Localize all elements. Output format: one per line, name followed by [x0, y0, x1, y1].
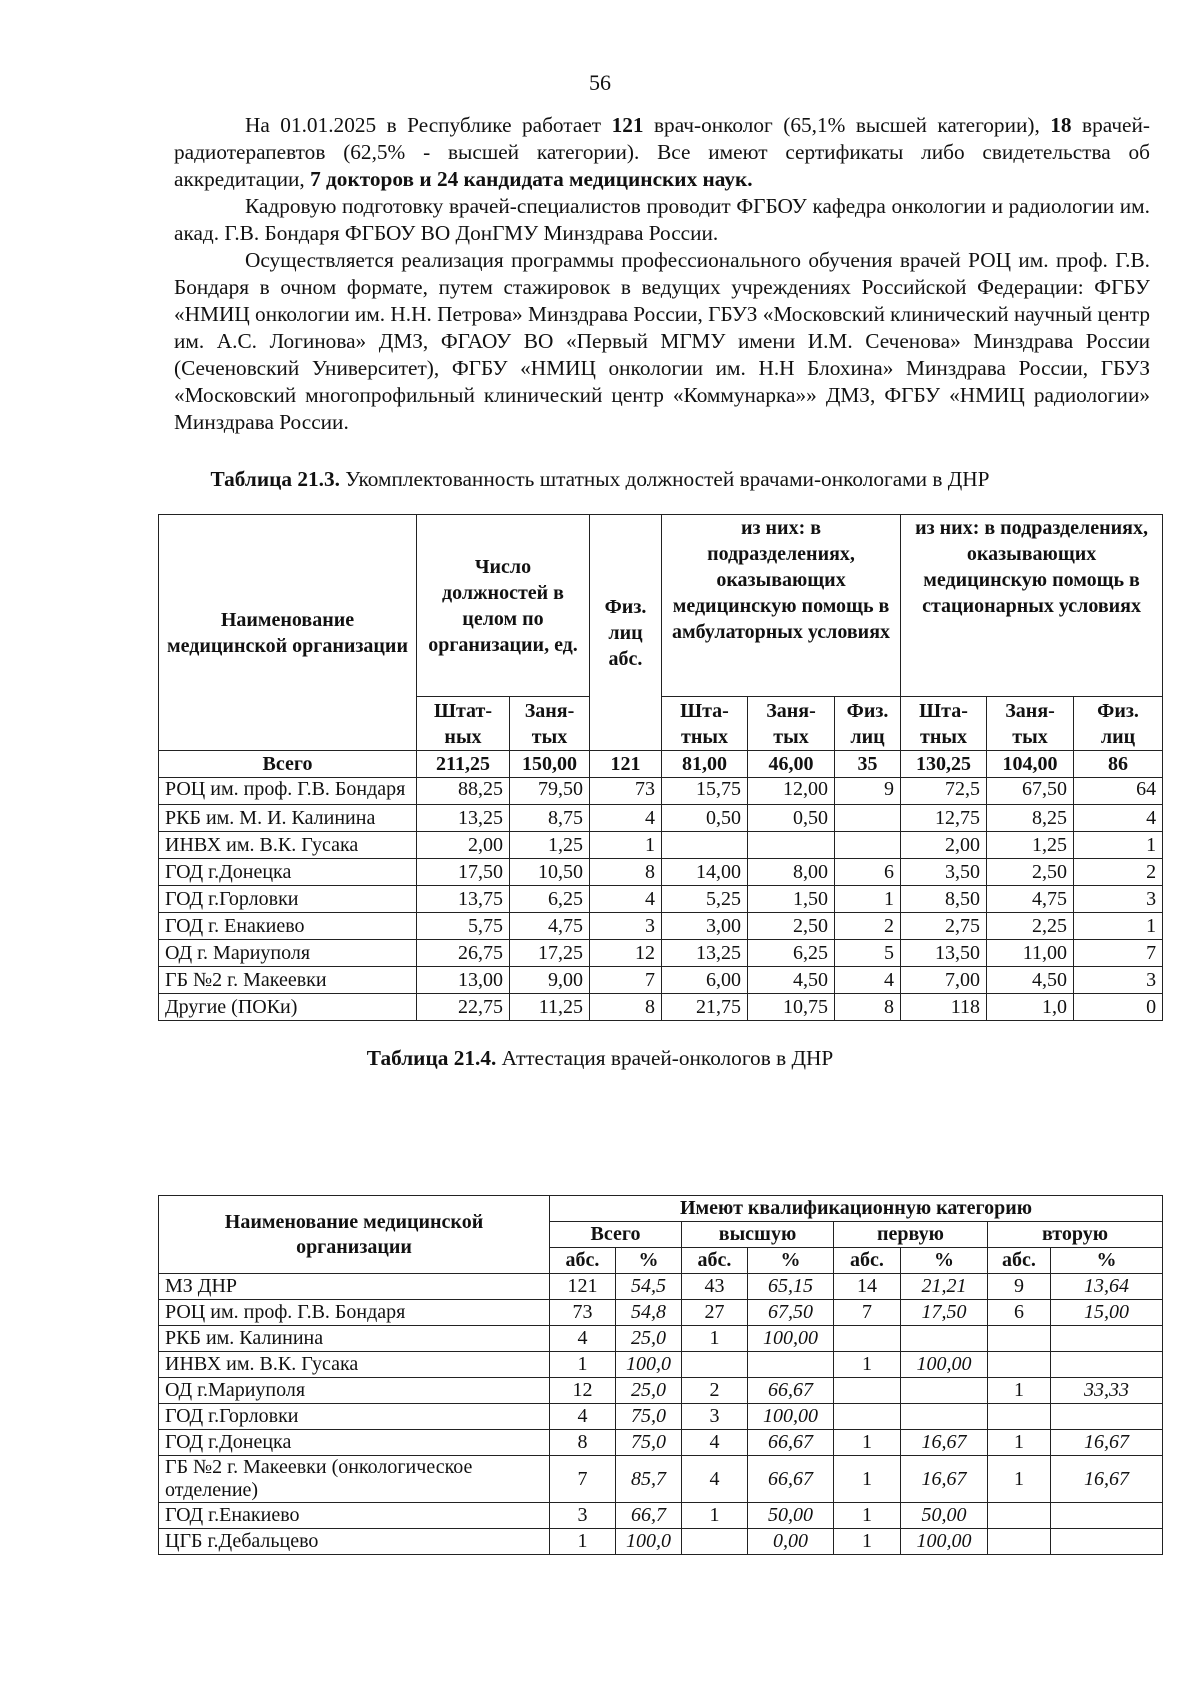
table-row	[159, 994, 1163, 1021]
header-category: Имеют квалификационную категорию	[550, 1196, 1163, 1222]
cell-value: 5	[835, 940, 901, 967]
cell-org: ГБ №2 г. Макеевки	[159, 967, 417, 994]
cell-org: ИНВХ им. В.К. Гусака	[159, 1352, 550, 1378]
table-21-3-caption	[0, 467, 1200, 492]
cell-value: 85,7	[616, 1456, 682, 1503]
p1-bold-1: 121	[611, 113, 644, 137]
table-row	[159, 1326, 1163, 1352]
table-row	[159, 1378, 1163, 1404]
table-21-3-caption-title: Укомплектованность штатных должностей врачами-онкологами в ДНР	[339, 467, 990, 491]
cell-value: 33,33	[1051, 1378, 1163, 1404]
cell-value: 7,00	[901, 967, 987, 994]
cell-value: 21,75	[662, 994, 748, 1021]
cell-value: 2	[835, 913, 901, 940]
cell-value: 6	[988, 1300, 1051, 1326]
cell-value: 8	[835, 994, 901, 1021]
cell-value: 6	[835, 859, 901, 886]
table-row	[159, 805, 1163, 832]
cell-value: 65,15	[748, 1274, 834, 1300]
cell-value	[834, 1404, 901, 1430]
cell-value: 50,00	[901, 1503, 988, 1529]
cell-value: 4	[682, 1456, 748, 1503]
cell-value: 17,50	[901, 1300, 988, 1326]
header-second: вторую	[988, 1222, 1163, 1248]
cell-value: 8,50	[901, 886, 987, 913]
cell-value: 2	[682, 1378, 748, 1404]
p1-text-3: врачей-радиотерапевтов (62,5% - высшей категории). Все имеют сертификаты либо свидетельства об аккредитации,	[174, 113, 1150, 191]
cell-value: 43	[682, 1274, 748, 1300]
cell-value: 12,00	[748, 778, 835, 805]
cell-value	[988, 1326, 1051, 1352]
cell-value: 73	[590, 778, 662, 805]
cell-value: 13,50	[901, 940, 987, 967]
cell-value: 7	[550, 1456, 616, 1503]
cell-value: 4	[590, 805, 662, 832]
cell-value: 25,0	[616, 1378, 682, 1404]
cell-org: ОД г. Мариуполя	[159, 940, 417, 967]
header-staff: Штат-ных	[417, 697, 510, 751]
cell-value: 8	[590, 859, 662, 886]
cell-value	[1051, 1529, 1163, 1555]
cell-value: 100,00	[748, 1326, 834, 1352]
cell-org: ОД г.Мариуполя	[159, 1378, 550, 1404]
header-inpatient: из них: в подразделениях, оказывающих медицинскую помощь в стационарных условиях	[901, 515, 1163, 697]
cell-value: 17,25	[510, 940, 590, 967]
cell-value	[1051, 1326, 1163, 1352]
cell-value: 79,50	[510, 778, 590, 805]
cell-value: 81,00	[662, 751, 748, 778]
cell-value: 67,50	[987, 778, 1074, 805]
header-inp-occupied: Заня-тых	[987, 697, 1074, 751]
cell-value: 14,00	[662, 859, 748, 886]
cell-value	[748, 832, 835, 859]
header-amb-staff: Шта-тных	[662, 697, 748, 751]
cell-value: 0	[1074, 994, 1163, 1021]
paragraph-training: Кадровую подготовку врачей-специалистов проводит ФГБОУ кафедра онкологии и радиологии им. акад. Г.В. Бондаря ФГБОУ ВО ДонГМУ Минздрава России.	[174, 194, 1150, 245]
cell-value: 0,50	[662, 805, 748, 832]
cell-value: 1	[550, 1529, 616, 1555]
header-total-positions: Число должностей в целом по организации, ед.	[417, 515, 590, 697]
certification-table	[158, 1195, 1163, 1555]
cell-value: 150,00	[510, 751, 590, 778]
cell-value: 8,25	[987, 805, 1074, 832]
cell-value: 6,00	[662, 967, 748, 994]
cell-value: 67,50	[748, 1300, 834, 1326]
cell-value: 13,25	[662, 940, 748, 967]
cell-value: 46,00	[748, 751, 835, 778]
cell-value	[834, 1326, 901, 1352]
table-21-4-caption-number: Таблица 21.4.	[366, 1046, 497, 1070]
cell-value: 4	[682, 1430, 748, 1456]
cell-value	[682, 1352, 748, 1378]
cell-value: 6,25	[748, 940, 835, 967]
cell-value: 2,25	[987, 913, 1074, 940]
cell-value: 3,00	[662, 913, 748, 940]
cell-value: 3,50	[901, 859, 987, 886]
cell-value: 100,00	[748, 1404, 834, 1430]
cell-value: 130,25	[901, 751, 987, 778]
cell-value	[901, 1378, 988, 1404]
cell-org: РКБ им. М. И. Калинина	[159, 805, 417, 832]
cell-value: 66,67	[748, 1378, 834, 1404]
cell-org: Всего	[159, 751, 417, 778]
cell-value	[662, 832, 748, 859]
header-pct: %	[748, 1248, 834, 1274]
table-row	[159, 940, 1163, 967]
cell-value: 13,00	[417, 967, 510, 994]
cell-value: 8,75	[510, 805, 590, 832]
cell-value: 1	[682, 1503, 748, 1529]
cell-value: 14	[834, 1274, 901, 1300]
table-row	[159, 832, 1163, 859]
cell-value: 4,75	[510, 913, 590, 940]
header-persons: Физ. лиц абс.	[590, 515, 662, 751]
cell-value: 54,8	[616, 1300, 682, 1326]
cell-value: 8,00	[748, 859, 835, 886]
header-amb-persons: Физ. лиц	[835, 697, 901, 751]
cell-value: 100,0	[616, 1529, 682, 1555]
cell-value: 86	[1074, 751, 1163, 778]
cell-value: 0,50	[748, 805, 835, 832]
cell-value: 11,00	[987, 940, 1074, 967]
cell-value: 66,67	[748, 1430, 834, 1456]
header-occupied: Заня-тых	[510, 697, 590, 751]
cell-value: 4	[550, 1326, 616, 1352]
cell-value: 2,00	[901, 832, 987, 859]
cell-value: 1	[834, 1503, 901, 1529]
header-highest: высшую	[682, 1222, 834, 1248]
cell-value: 6,25	[510, 886, 590, 913]
cell-value	[1051, 1503, 1163, 1529]
table-21-4-caption	[0, 1046, 1200, 1071]
cell-value: 88,25	[417, 778, 510, 805]
page-number: 56	[589, 70, 611, 95]
cell-value: 13,25	[417, 805, 510, 832]
staffing-table	[158, 514, 1163, 1021]
p1-bold-3: 7 докторов и 24 кандидата медицинских наук.	[310, 167, 753, 191]
header-pct: %	[616, 1248, 682, 1274]
cell-value: 12,75	[901, 805, 987, 832]
cell-org: РОЦ им. проф. Г.В. Бондаря	[159, 1300, 550, 1326]
cell-value	[901, 1326, 988, 1352]
header-pct: %	[901, 1248, 988, 1274]
header-pct: %	[1051, 1248, 1163, 1274]
cell-value: 1	[834, 1456, 901, 1503]
table-row	[159, 913, 1163, 940]
cell-value: 1,25	[987, 832, 1074, 859]
table-row	[159, 1300, 1163, 1326]
cell-value: 16,67	[1051, 1456, 1163, 1503]
cell-org: ГОД г. Енакиево	[159, 913, 417, 940]
cell-value: 26,75	[417, 940, 510, 967]
cell-value	[988, 1404, 1051, 1430]
paragraph-internships: Осуществляется реализация программы профессионального обучения врачей РОЦ им. проф. Г.В. Бондаря в очном формате, путем стажировок в ведущих учреждениях Российской Федерации: ФГБУ «НМИЦ онкологии им. Н.Н. Петрова» Минздрава России, ГБУЗ «Московский клинический научный центр им. А.С. Логинова» ДМЗ, ФГАОУ ВО «Первый МГМУ имени И.М. Сеченова» Минздрава России (Сеченовский Университет), ФГБУ «НМИЦ онкологии им. Н.Н Блохина» Минздрава России, ГБУЗ «Московский многопрофильный клинический центр «Коммунарка»» ДМЗ, ФГБУ «НМИЦ радиологии» Минздрава России.	[174, 248, 1150, 434]
cell-value: 66,67	[748, 1456, 834, 1503]
cell-value: 4	[550, 1404, 616, 1430]
cell-org: ГОД г.Горловки	[159, 1404, 550, 1430]
cell-value: 3	[1074, 967, 1163, 994]
cell-value: 1	[590, 832, 662, 859]
cell-org: МЗ ДНР	[159, 1274, 550, 1300]
cell-value: 1,50	[748, 886, 835, 913]
p1-text-1: На 01.01.2025 в Республике работает	[245, 113, 612, 137]
cell-value	[901, 1404, 988, 1430]
cell-value: 22,75	[417, 994, 510, 1021]
header-abs: абс.	[834, 1248, 901, 1274]
header-abs: абс.	[988, 1248, 1051, 1274]
p1-bold-2: 18	[1050, 113, 1072, 137]
cell-value: 100,00	[901, 1529, 988, 1555]
header-ambulatory: из них: в подразделениях, оказывающих медицинскую помощь в амбулаторных условиях	[662, 515, 901, 697]
cell-value: 1	[834, 1352, 901, 1378]
table-row	[159, 1529, 1163, 1555]
cell-value: 1	[988, 1456, 1051, 1503]
cell-value: 8	[590, 994, 662, 1021]
p1-text-2: врач-онколог (65,1% высшей категории),	[643, 113, 1051, 137]
cell-value	[1051, 1404, 1163, 1430]
header-inp-staff: Шта-тных	[901, 697, 987, 751]
header-inp-persons: Физ. лиц	[1074, 697, 1163, 751]
cell-value: 5,75	[417, 913, 510, 940]
cell-value: 11,25	[510, 994, 590, 1021]
body-text	[174, 112, 1150, 436]
cell-value: 2,75	[901, 913, 987, 940]
cell-value	[1051, 1352, 1163, 1378]
cell-value: 3	[1074, 886, 1163, 913]
cell-org: ГОД г.Донецка	[159, 859, 417, 886]
cell-value: 4	[590, 886, 662, 913]
cell-value: 118	[901, 994, 987, 1021]
header-abs: абс.	[550, 1248, 616, 1274]
cell-value	[988, 1503, 1051, 1529]
cell-value: 21,21	[901, 1274, 988, 1300]
cell-value: 2,00	[417, 832, 510, 859]
cell-value	[835, 832, 901, 859]
table-row	[159, 1430, 1163, 1456]
cell-org: РКБ им. Калинина	[159, 1326, 550, 1352]
cell-value: 1	[1074, 913, 1163, 940]
cell-value	[682, 1529, 748, 1555]
table-row	[159, 778, 1163, 805]
cell-value: 13,64	[1051, 1274, 1163, 1300]
cell-value: 64	[1074, 778, 1163, 805]
cell-value: 9	[988, 1274, 1051, 1300]
cell-org: ИНВХ им. В.К. Гусака	[159, 832, 417, 859]
cell-value: 1	[988, 1430, 1051, 1456]
cell-value	[834, 1378, 901, 1404]
cell-value: 72,5	[901, 778, 987, 805]
cell-value: 211,25	[417, 751, 510, 778]
table-21-3-caption-number: Таблица 21.3.	[210, 467, 340, 491]
cell-value: 1	[550, 1352, 616, 1378]
cell-value: 15,75	[662, 778, 748, 805]
table-21-4-caption-title: Аттестация врачей-онкологов в ДНР	[496, 1046, 834, 1070]
cell-value: 100,00	[901, 1352, 988, 1378]
cell-value: 4,75	[987, 886, 1074, 913]
cell-value: 10,50	[510, 859, 590, 886]
cell-value: 16,67	[901, 1456, 988, 1503]
cell-org: ГОД г.Енакиево	[159, 1503, 550, 1529]
cell-value: 1	[1074, 832, 1163, 859]
cell-value: 35	[835, 751, 901, 778]
cell-value: 9	[835, 778, 901, 805]
cell-org: ГОД г.Горловки	[159, 886, 417, 913]
cell-value: 10,75	[748, 994, 835, 1021]
cell-value: 1	[834, 1430, 901, 1456]
cell-value: 121	[550, 1274, 616, 1300]
cell-value: 73	[550, 1300, 616, 1326]
cell-value: 1	[682, 1326, 748, 1352]
header-abs: абс.	[682, 1248, 748, 1274]
cell-value: 0,00	[748, 1529, 834, 1555]
table-row	[159, 1503, 1163, 1529]
cell-value: 7	[590, 967, 662, 994]
cell-value: 8	[550, 1430, 616, 1456]
cell-value: 2	[1074, 859, 1163, 886]
cell-value: 3	[682, 1404, 748, 1430]
cell-value: 66,7	[616, 1503, 682, 1529]
header-amb-occupied: Заня-тых	[748, 697, 835, 751]
table-row	[159, 1404, 1163, 1430]
cell-value: 12	[590, 940, 662, 967]
cell-value: 9,00	[510, 967, 590, 994]
cell-value: 12	[550, 1378, 616, 1404]
header-org: Наименование медицинской организации	[159, 1196, 550, 1274]
cell-value: 16,67	[901, 1430, 988, 1456]
cell-org: РОЦ им. проф. Г.В. Бондаря	[159, 778, 417, 805]
cell-value: 54,5	[616, 1274, 682, 1300]
cell-org: ГБ №2 г. Макеевки (онкологическое отделение)	[159, 1456, 550, 1503]
table-row-total	[159, 751, 1163, 778]
table-row	[159, 1352, 1163, 1378]
cell-value: 7	[1074, 940, 1163, 967]
table-row	[159, 967, 1163, 994]
cell-value: 3	[590, 913, 662, 940]
table-row	[159, 1456, 1163, 1503]
header-first: первую	[834, 1222, 988, 1248]
cell-value: 15,00	[1051, 1300, 1163, 1326]
cell-value: 50,00	[748, 1503, 834, 1529]
cell-value: 4,50	[748, 967, 835, 994]
cell-org: Другие (ПОКи)	[159, 994, 417, 1021]
cell-value: 7	[834, 1300, 901, 1326]
cell-value	[835, 805, 901, 832]
cell-value: 104,00	[987, 751, 1074, 778]
cell-value: 2,50	[748, 913, 835, 940]
table-row	[159, 859, 1163, 886]
cell-value: 4	[1074, 805, 1163, 832]
cell-org: ЦГБ г.Дебальцево	[159, 1529, 550, 1555]
cell-value: 75,0	[616, 1404, 682, 1430]
cell-value: 25,0	[616, 1326, 682, 1352]
cell-org: ГОД г.Донецка	[159, 1430, 550, 1456]
cell-value: 3	[550, 1503, 616, 1529]
cell-value: 27	[682, 1300, 748, 1326]
header-org: Наименование медицинской организации	[159, 515, 417, 751]
cell-value: 1,25	[510, 832, 590, 859]
cell-value: 16,67	[1051, 1430, 1163, 1456]
cell-value	[988, 1529, 1051, 1555]
table-row	[159, 1274, 1163, 1300]
cell-value: 13,75	[417, 886, 510, 913]
cell-value: 1	[835, 886, 901, 913]
cell-value: 1	[834, 1529, 901, 1555]
cell-value: 75,0	[616, 1430, 682, 1456]
cell-value: 17,50	[417, 859, 510, 886]
header-total: Всего	[550, 1222, 682, 1248]
cell-value: 4	[835, 967, 901, 994]
cell-value	[988, 1352, 1051, 1378]
cell-value: 121	[590, 751, 662, 778]
cell-value: 1,0	[987, 994, 1074, 1021]
paragraph-staff-summary	[174, 112, 1150, 193]
cell-value: 100,0	[616, 1352, 682, 1378]
cell-value: 4,50	[987, 967, 1074, 994]
cell-value: 2,50	[987, 859, 1074, 886]
table-row	[159, 886, 1163, 913]
cell-value: 5,25	[662, 886, 748, 913]
cell-value	[748, 1352, 834, 1378]
cell-value: 1	[988, 1378, 1051, 1404]
